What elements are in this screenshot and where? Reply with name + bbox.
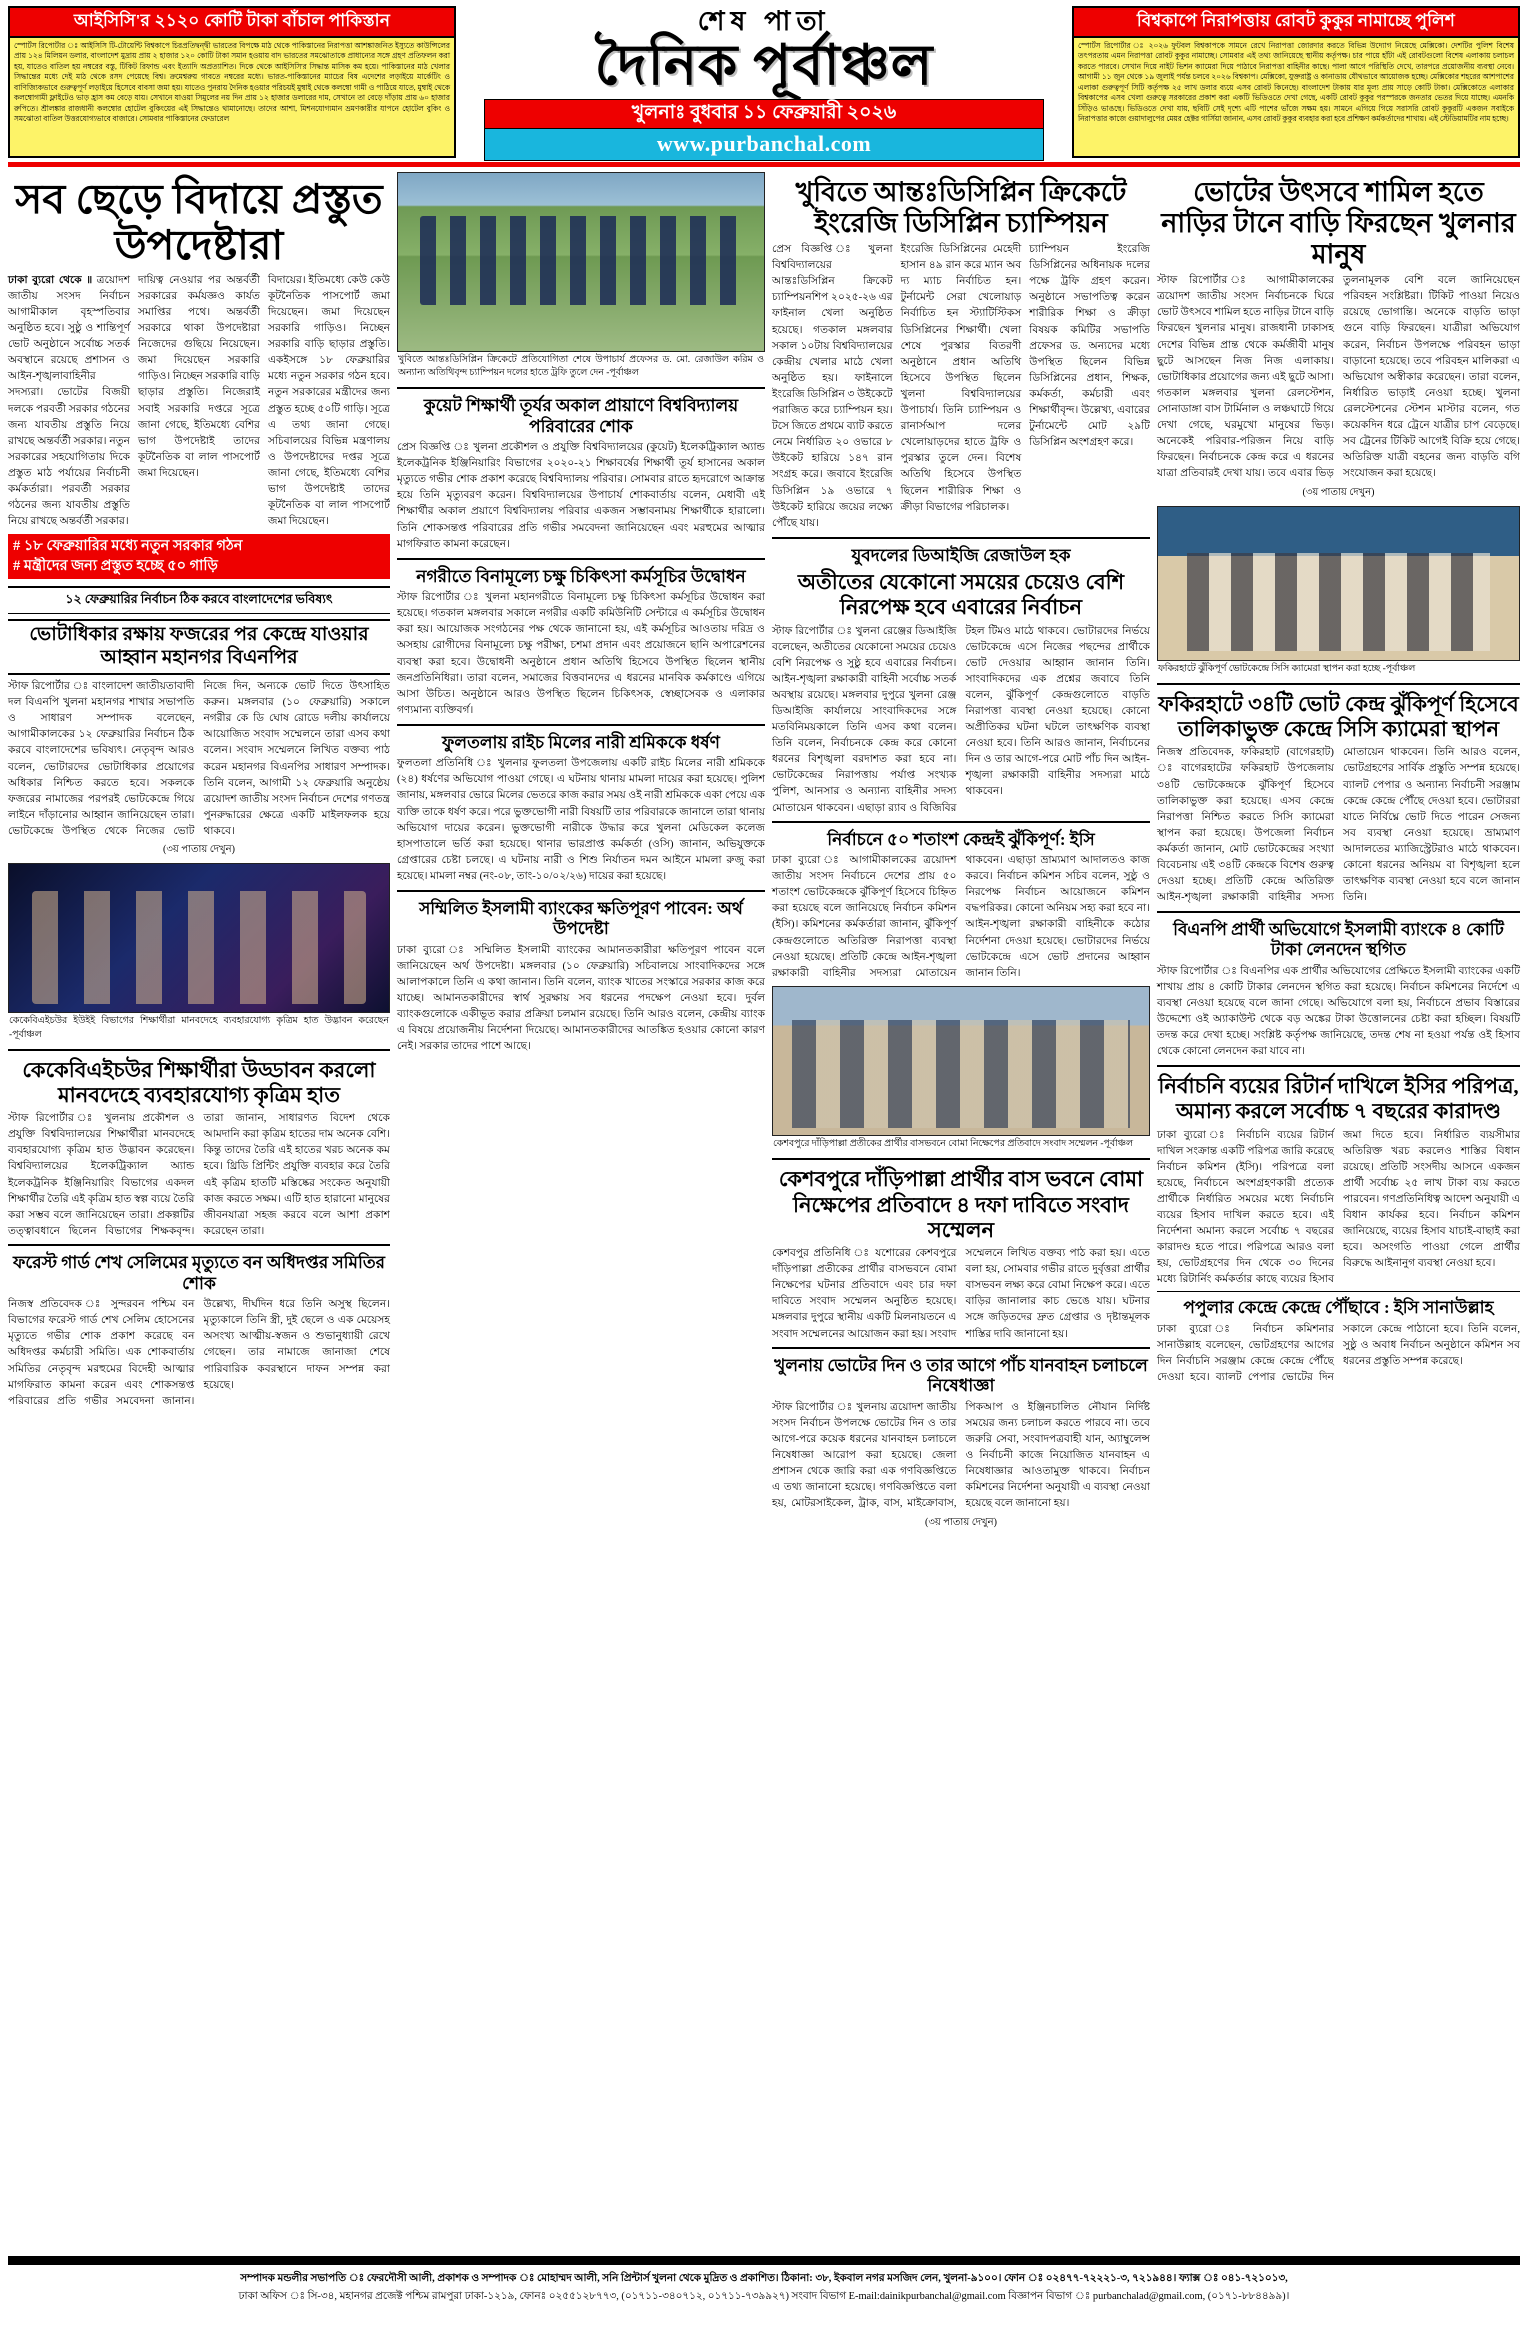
left-ear-headline: আইসিসি'র ২১২০ কোটি টাকা বাঁচাল পাকিস্তান	[10, 8, 454, 38]
robotics-photo	[8, 863, 390, 1013]
lead-body	[8, 273, 390, 532]
divider	[772, 1347, 1150, 1349]
lead-text-1: ত্রয়োদশ জাতীয় সংসদ নির্বাচন আগামীকাল বৃহস্পতিবার অনুষ্ঠিত হবে। সুষ্ঠু ও শান্তিপূর্ণ ভোট অনুষ্ঠানে সর্বোচ্চ সতর্ক অবস্থানে রয়েছে প্রশাসন ও আইন-শৃঙ্খলাবাহিনীর সদস্যরা। ভোটের বিজয়ী দলকে পরবর্তী সরকার গঠনের জন্য যাবতীয় প্রস্তুতি নিয়ে রাখছে অন্তর্বর্তী সরকার। নতুন সরকারের সহযোগিতায় দিকে প্রস্তুত মাঠ পর্যায়ের নির্বাচনী কর্মকর্তারা। পরবর্তী সরকার গঠনের জন্য যাবতীয় প্রস্তুতি নিয়ে রাখছে অন্তর্বর্তী সরকার।	[8, 274, 130, 528]
votar-headline: ভোটের উৎসবে শামিল হতে নাড়ির টানে বাড়ি ফিরছেন খুলনার মানুষ	[1161, 177, 1516, 270]
bnp-allegation-headline: বিএনপি প্রার্থী অভিযোগে ইসলামী ব্যাংকে ৪ কোটি টাকা লেনদেন স্থগিত	[1173, 919, 1504, 960]
divider	[772, 1158, 1150, 1160]
divider	[397, 724, 765, 726]
votar-body	[1157, 273, 1520, 483]
robotics-caption: কেকেবিএইচউর ইউইই বিভাগের শিক্ষার্থীরা মানবদেহে ব্যবহারযোগ্য কৃত্রিম হাত উদ্ভাবন করেছেন -পূর্বাঞ্চল	[9, 1016, 389, 1040]
khubi-col-1	[772, 242, 893, 533]
bnp-allegation-body	[1157, 964, 1520, 1061]
website-url[interactable]: www.purbanchal.com	[484, 129, 1044, 161]
imprint	[8, 2265, 1520, 2305]
khubi-text-3: চ্যাম্পিয়ন ইংরেজি ডিসিপ্লিনের অধিনায়ক দলের পক্ষে ট্রফি গ্রহণ করেন। অনুষ্ঠানে সভাপতিত্ব করেন শারীরিক শিক্ষা ও ক্রীড়া বিষয়ক কমিটির সভাপতি প্রফেসর ড. অন্যদের মধ্যে উপস্থিত ছিলেন বিভিন্ন ডিসিপ্লিনের প্রধান, শিক্ষক, কর্মকর্তা, কর্মচারী এবং শিক্ষার্থীবৃন্দ। উল্লেখ্য, এবারের টুর্নামেন্টে মোট ২৯টি ডিসিপ্লিন অংশগ্রহণ করে।	[1029, 244, 1150, 449]
imprint-line-1: সম্পাদক মন্ডলীর সভাপতি ঃ ফেরদৌসী আলী, প্রকাশক ও সম্পাদক ঃ মোহাম্মদ আলী, সনি প্রিন্টার্স খুলনা থেকে মুদ্রিত ও প্রকাশিত। ঠিকানা: ৩৮, ইকবাল নগর মসজিদ লেন, খুলনা-৯১০০। ফোন ঃ ০২৪৭৭-৭২২২১-৩, ৭২১৯৪৪। ফ্যাক্স ঃ ০৪১-৭২১০১৩,	[240, 2273, 1288, 2284]
column-2	[397, 172, 765, 2252]
dig-body	[772, 624, 1150, 817]
lead-story	[8, 172, 390, 582]
fakirhat-body	[1157, 745, 1520, 906]
story-robotics	[8, 1054, 390, 1241]
lead-text-3: বিদায়ের। ইতিমধ্যে কেউ কেউ কূটনৈতিক পাসপোর্ট জমা দিয়েছেন। জমা দিয়েছেন সরকারি গাড়িও। নিচ্ছেন সরকারি বাড়ি ছাড়ার প্রস্তুতি। একইসঙ্গে ১৮ ফেব্রুয়ারির মধ্যে নতুন সরকার গঠন হবে। নতুন সরকারের মন্ত্রীদের জন্য প্রস্তুত হচ্ছে ৫০টি গাড়ি। সূত্রে এ তথ্য জানা গেছে। সচিবালয়ের বিভিন্ন মন্ত্রণালয় ও উপদেষ্টাদের দপ্তর সূত্রে জানা গেছে, ইতিমধ্যে বেশির ভাগ উপদেষ্টাই তাদের কূটনৈতিক বা লাল পাসপোর্ট জমা দিয়েছেন।	[267, 274, 390, 528]
khubi-col-2	[901, 242, 1022, 533]
footer-divider	[8, 2256, 1520, 2265]
left-ear-box	[8, 6, 456, 158]
lead-col-3	[268, 273, 390, 532]
divider	[1157, 911, 1520, 913]
right-ear-box	[1072, 6, 1520, 158]
story-kuet	[397, 392, 765, 553]
keshabpur-caption: কেশবপুরে দাঁড়িপাল্লা প্রতীকের প্রার্থীর বাসভবনে বোমা নিক্ষেপের প্রতিবাদে সংবাদ সম্মেলন -পূর্বাঞ্চল	[772, 1139, 1133, 1150]
robotics-headline: কেকেবিএইচউর শিক্ষার্থীরা উড্ডাবন করলো মানবদেহে ব্যবহারযোগ্য কৃত্রিম হাত	[22, 1057, 376, 1107]
story-khubi-cricket	[772, 172, 1150, 533]
story-nirbachani-bayer	[1157, 1070, 1520, 1288]
divider	[8, 1244, 390, 1246]
bnp-body	[8, 679, 390, 840]
phultola-headline: ফুলতলায় রাইচ মিলের নারী শ্রমিককে ধর্ষণ	[442, 732, 720, 752]
fakirhat-text: নিজস্ব প্রতিবেদক, ফকিরহাট (বাগেরহাট) ঃ বাগেরহাটের ফকিরহাট উপজেলায় ৩৪টি ভোটকেন্দ্রকে ঝুঁকিপূর্ণ হিসেবে তালিকাভুক্ত করা হয়েছে। এসব কেন্দ্রে নিরাপত্তা নিশ্চিত করতে সিসি ক্যামেরা স্থাপন করা হয়েছে। উপজেলা নির্বাচন কর্মকর্তা জানান, মোট ভোটকেন্দ্রের সংখ্যা বিবেচনায় এই ৩৪টি কেন্দ্রকে বিশেষ গুরুত্ব দেওয়া হচ্ছে। প্রতিটি কেন্দ্রে অতিরিক্ত আইন-শৃঙ্খলা রক্ষাকারী বাহিনীর সদস্য মোতায়েন থাকবেন। তিনি আরও বলেন, ভোটগ্রহণের সার্বিক প্রস্তুতি সম্পন্ন হয়েছে। ব্যালট পেপার ও অন্যান্য নির্বাচনী সরঞ্জাম কেন্দ্রে কেন্দ্রে পৌঁছে দেওয়া হবে। ভোটাররা যাতে নির্বিঘ্নে ভোট দিতে পারেন সেজন্য সব ব্যবস্থা নেওয়া হয়েছে। ভ্রাম্যমাণ আদালতের ম্যাজিস্ট্রেটরাও মাঠে থাকবেন। কোনো ধরনের অনিয়ম বা বিশৃঙ্খলা হলে তাৎক্ষণিক ব্যবস্থা নেওয়া হবে বলে জানান তিনি।	[1156, 747, 1520, 904]
story-eye-camp	[397, 563, 765, 720]
cricket-caption: খুবিতে আন্তঃডিসিপ্লিন ক্রিকেটে প্রতিযোগিতা শেষে উপাচার্য প্রফেসর ড. মো. রেজাউল করিম ও অন্যান্য অতিথিবৃন্দ চ্যাম্পিয়ন দলের হাতে ট্রফি তুলে দেন -পূর্বাঞ্চল	[397, 355, 764, 379]
vehicle-contd: (৩য় পাতায় দেখুন)	[925, 1517, 997, 1529]
story-votar-utsob	[1157, 172, 1520, 502]
bayer-headline: নির্বাচনি ব্যয়ের রিটার্ন দাখিলে ইসির পরিপত্র, অমান্য করলে সর্বোচ্চ ৭ বছরের কারাদণ্ড	[1158, 1074, 1519, 1124]
divider	[772, 821, 1150, 823]
kuet-body	[397, 440, 765, 553]
fakirhat-caption: ফকিরহাটে ঝুঁকিপূর্ণ ভোটকেন্দ্রে সিসি ক্যামেরা স্থাপন করা হচ্ছে -পূর্বাঞ্চল	[1157, 663, 1416, 674]
phultola-body	[397, 756, 765, 885]
page-label: শেষ পাতা	[697, 6, 831, 36]
votar-contd: (৩য় পাতায় দেখুন)	[1302, 486, 1375, 498]
column-3	[772, 172, 1150, 2252]
lead-headline: সব ছেড়ে বিদায়ে প্রস্তুত উপদেষ্টারা	[15, 176, 383, 268]
vehicle-body	[772, 1400, 1150, 1513]
khubi-text-2: ইংরেজি ডিসিপ্লিনের মেহেদী হাসান ৪৯ রান করে ম্যান অব দ্য ম্যাচ নির্বাচিত হন। টুর্নামেন্ট সেরা খেলোয়াড় নির্বাচিত হন স্ট্যাটিস্টিকস ডিসিপ্লিনের শিক্ষার্থী। খেলা শেষে পুরস্কার বিতরণী অনুষ্ঠানে প্রধান অতিথি হিসেবে উপস্থিত ছিলেন খুলনা বিশ্ববিদ্যালয়ের উপাচার্য। তিনি চ্যাম্পিয়ন ও রানার্সআপ দলের খেলোয়াড়দের হাতে ট্রফি ও পুরস্কার তুলে দেন। বিশেষ অতিথি হিসেবে উপস্থিত ছিলেন শারীরিক শিক্ষা ও ক্রীড়া বিভাগের পরিচালক।	[900, 244, 1022, 513]
bnp-text: স্টাফ রিপোর্টার ঃ বাংলাদেশ জাতীয়তাবাদী দল বিএনপি খুলনা মহানগর শাখার সভাপতি ও সাধারণ সম্পাদক বলেছেন, আগামীকালকের ১২ ফেব্রুয়ারির নির্বাচন ঠিক করবে বাংলাদেশের ভবিষ্যৎ। নেতৃবৃন্দ আরও বলেন, ভোটারদের ভোটাধিকার প্রয়োগের অধিকার নিশ্চিত করতে হবে। সকলকে ফজরের নামাজের পরপরই ভোটকেন্দ্রে গিয়ে লাইনে দাঁড়ানোর আহ্বান জানিয়েছেন তারা। ভোটকেন্দ্রে উপস্থিত থেকে নিজের ভোট নিজে দিন, অন্যকে ভোট দিতে উৎসাহিত করুন। মঙ্গলবার (১০ ফেব্রুয়ারি) সকালে নগরীর কে ডি ঘোষ রোডে দলীয় কার্যালয়ে আয়োজিত সংবাদ সম্মেলনে তারা এসব কথা বলেন। সংবাদ সম্মেলনে লিখিত বক্তব্য পাঠ করেন মহানগর বিএনপির সাধারণ সম্পাদক। তিনি বলেন, আগামী ১২ ফেব্রুয়ারি অনুষ্ঠেয় ত্রয়োদশ জাতীয় সংসদ নির্বাচন দেশের গণতন্ত্র পুনরুদ্ধারের ক্ষেত্রে একটি মাইলফলক হয়ে থাকবে।	[8, 681, 390, 837]
right-ear-headline: বিশ্বকাপে নিরাপত্তায় রোবট কুকুর নামাচ্ছে পুলিশ	[1074, 8, 1518, 38]
story-islami-bank	[397, 895, 765, 1056]
column-4	[1157, 172, 1520, 2252]
nameplate	[464, 6, 1064, 158]
divider	[397, 890, 765, 892]
robotics-text: স্টাফ রিপোর্টার ঃ খুলনায় প্রকৌশল ও প্রযুক্তি বিশ্ববিদ্যালয়ের শিক্ষার্থীরা মানবদেহে ব্যবহারযোগ্য কৃত্রিম হাত উদ্ভাবন করেছেন। বিশ্ববিদ্যালয়ের ইলেকট্রিক্যাল অ্যান্ড ইলেকট্রনিক ইঞ্জিনিয়ারিং বিভাগের একদল শিক্ষার্থীর তৈরি এই কৃত্রিম হাত স্বল্প ব্যয়ে তৈরি করা সম্ভব বলে জানিয়েছেন তারা। প্রকল্পটির তত্ত্বাবধানে ছিলেন বিভাগের শিক্ষকবৃন্দ। তারা জানান, সাধারণত বিদেশ থেকে আমদানি করা কৃত্রিম হাতের দাম অনেক বেশি। কিন্তু তাদের তৈরি এই হাতের খরচ অনেক কম হবে। থ্রিডি প্রিন্টিং প্রযুক্তি ব্যবহার করে তৈরি এই কৃত্রিম হাতটি মস্তিষ্কের সংকেত অনুযায়ী কাজ করতে সক্ষম। এটি হাত হারানো মানুষের জীবনযাত্রা সহজ করবে বলে আশা প্রকাশ করেছেন তারা।	[8, 1113, 390, 1237]
fakirhat-headline: ফকিরহাটে ৩৪টি ভোট কেন্দ্র ঝুঁকিপূর্ণ হিসেবে তালিকাভুক্ত কেন্দ্রে সিসি ক্যামেরা স্থাপন	[1158, 692, 1519, 742]
story-fifty-percent	[772, 826, 1150, 983]
press-conference-photo	[772, 986, 1150, 1136]
keshabpur-headline: কেশবপুরে দাঁড়িপাল্লা প্রার্থীর বাস ভবনে বোমা নিক্ষেপের প্রতিবাদে ৪ দফা দাবিতে সংবাদ সম্মেলন	[778, 1167, 1144, 1242]
imprint-line-2: ঢাকা অফিস ঃ সি-৩৪, মহানগর প্রজেক্ট পশ্চিম রামপুরা ঢাকা-১২১৯, ফোনঃ ০২৫৫১২৮৭৭৩, (০১৭১১-৩৪০৭১২, ০১৭১১-৭৩৯৯২৭) সংবাদ বিভাগ E-mail:dainikpurbanchal@gmail.com বিজ্ঞাপন বিভাগ ঃ purbanchalad@gmail.com, (০১৭১-৮৮৪৪৯৯)।	[238, 2290, 1290, 2302]
date-line: খুলনাঃ বুধবার ১১ ফেব্রুয়ারী ২০২৬	[484, 99, 1044, 129]
eye-camp-headline: নগরীতে বিনামূল্যে চক্ষু চিকিৎসা কর্মসূচির উদ্বোধন	[416, 566, 746, 586]
story-jubo-league	[772, 542, 1150, 817]
left-ear-body	[10, 38, 454, 156]
vehicle-text: স্টাফ রিপোর্টার ঃ খুলনায় ত্রয়োদশ জাতীয় সংসদ নির্বাচন উপলক্ষে ভোটের দিন ও তার আগে-পরে কয়েক ধরনের যানবাহন চলাচলে নিষেধাজ্ঞা আরোপ করা হয়েছে। জেলা প্রশাসন থেকে জারি করা এক গণবিজ্ঞপ্তিতে এ তথ্য জানানো হয়েছে। গণবিজ্ঞপ্তিতে বলা হয়, মোটরসাইকেল, ট্রাক, বাস, মাইক্রোবাস, পিকআপ ও ইঞ্জিনচালিত নৌযান নির্দিষ্ট সময়ের জন্য চলাচল করতে পারবে না। তবে জরুরি সেবা, সংবাদপত্রবাহী যান, অ্যাম্বুলেন্স ও নির্বাচনী কাজে নিয়োজিত যানবাহন এ নিষেধাজ্ঞার আওতামুক্ত থাকবে। নির্বাচন কমিশনের নির্দেশনা অনুযায়ী এ ব্যবস্থা নেওয়া হয়েছে বলে জানানো হয়।	[771, 1401, 1150, 1510]
callout-line-1: # ১৮ ফেব্রুয়ারির মধ্যে নতুন সরকার গঠন	[13, 538, 243, 555]
divider	[8, 586, 390, 588]
divider	[1157, 1291, 1520, 1292]
story-khulna-vehicle	[772, 1352, 1150, 1532]
dig-kicker: যুবদলের ডিআইজি রেজাউল হক	[851, 545, 1071, 565]
column-1	[8, 172, 390, 2252]
bnp-contd: (৩য় পাতায় দেখুন)	[163, 844, 235, 856]
story-forest-guard	[8, 1249, 390, 1409]
keshabpur-body	[772, 1246, 1150, 1343]
cricket-team-photo	[397, 172, 765, 352]
vehicle-headline: খুলনায় ভোটের দিন ও তার আগে পাঁচ যানবাহন চলাচলে নিষেধাজ্ঞা	[774, 1356, 1148, 1396]
right-ear-text: স্পোর্টস রিপোর্টার ঃ ২০২৬ ফুটবল বিশ্বকাপকে সামনে রেখে নিরাপত্তা জোরদার করতে বিভিন্ন উদ্যোগ নিয়েছে মেক্সিকো। দেশটির পুলিশ বিশেষ তৎপরতায় এমন নিরাপত্তা রোবট কুকুর নামাচ্ছে। সোমবার এই তথ্য জানিয়েছে স্থানীয় কর্তৃপক্ষ। চার পায়ে হাঁটা এই রোবটগুলো বিশেষ এলাকায় চলাচল করতে পারবে। সেখান দিয়ে নাইট ভিশন ক্যামেরা দিয়ে পাঠাবে নিরাপত্তা বাহিনীর কাছে। পালা আগে পরিস্থিতি দেখে, তারপরে প্রয়োজনীয় ব্যবস্থা নেবে। আগামী ১১ জুন থেকে ১৯ জুলাই পর্যন্ত চলবে ২০২৬ বিশ্বকাপ। মেক্সিকো, যুক্তরাষ্ট্র ও কানাডায় যৌথভাবে আয়োজক হচ্ছে। মেক্সিকোর শহরের আশপাশের এলাকা গুরুত্বপূর্ণ সিটি কর্তৃপক্ষ ২৫ লাখ ডলার ব্যয়ে এসব রোবট কিনেছে। বাংলাদেশ টাকায় যার মূল্য প্রায় সাড়ে কোটি টাকা। মেক্সিকোতে এলাকার বিশ্বকাপের এসব খেলা গুরুত্বে সরকারের প্রকাশ করা একটি ভিডিওতে দেখা গেছে, একটি রোবট কুকুর পরস্পরকে জনতার ভেতর দিয়ে যাচ্ছে। এমনকি সিঁড়িও ভাঙছে। ভিডিওতে দেখা যায়, ছবিটি সেই দৃশ্যে এটি পাশের ভাঁজে সক্ষম হয়। সামনে এগিয়ে গিয়ে সরাসরি রোবট কুকুরটি একজন সবাইকে নিরাপত্তার কাজে গুয়াদালুপের মেয়র হেক্টর গার্সিয়া জানান, এসব রোবট কুকুর ব্যবহার করা হবে প্রশিক্ষণ কর্মকর্তাদের শাখায়। এই স্টেডিয়ামটির নাম হচ্ছে।	[1078, 40, 1514, 124]
lead-byline: ঢাকা ব্যুরো থেকে ॥	[8, 274, 93, 286]
phultola-text: ফুলতলা প্রতিনিধি ঃ খুলনার ফুলতলা উপজেলায় একটি রাইচ মিলের নারী শ্রমিককে (২৪) ধর্ষণের অভিযোগ পাওয়া গেছে। এ ঘটনায় থানায় মামলা দায়ের করা হয়েছে। পুলিশ জানায়, মঙ্গলবার ভোরে মিলের ভেতরে কাজ করার সময় ওই নারী শ্রমিককে একা পেয়ে এক ব্যক্তি তাকে ধর্ষণ করে। পরে ভুক্তভোগী নারী বিষয়টি তার পরিবারকে জানালে তারা থানায় অভিযোগ দায়ের করেন। ভুক্তভোগী নারীকে উদ্ধার করে খুলনা মেডিকেল কলেজ হাসপাতালে ভর্তি করা হয়েছে। থানার ভারপ্রাপ্ত কর্মকর্তা (ওসি) জানান, অভিযুক্তকে গ্রেপ্তারের চেষ্টা চলছে। এ ঘটনায় নারী ও শিশু নির্যাতন দমন আইনে মামলা রুজু করা হয়েছে। মামলা নম্বর (নং-০৮, তাং-১০/০২/২৬) দায়ের করা হয়েছে।	[396, 758, 765, 882]
paper-title: দৈনিক পূর্বাঞ্চল	[594, 35, 934, 97]
forest-headline: ফরেস্ট গার্ড শেখ সেলিমের মৃত্যুতে বন অধিদপ্তর সমিতির শোক	[12, 1253, 385, 1293]
kuet-text: প্রেস বিজ্ঞপ্তি ঃ খুলনা প্রকৌশল ও প্রযুক্তি বিশ্ববিদ্যালয়ের (কুয়েট) ইলেকট্রিক্যাল অ্যান্ড ইলেকট্রনিক ইঞ্জিনিয়ারিং বিভাগের ২০২০-২১ শিক্ষাবর্ষের শিক্ষার্থী তূর্য হাসানের অকাল মৃত্যুতে গভীর শোক প্রকাশ করেছে বিশ্ববিদ্যালয় পরিবার। সোমবার রাতে হৃদরোগে আক্রান্ত হয়ে তিনি মৃত্যুবরণ করেন। বিশ্ববিদ্যালয়ের উপাচার্য শোকবার্তায় বলেন, মেধাবী এই শিক্ষার্থীর অকাল প্রয়াণে বিশ্ববিদ্যালয় পরিবার একজন সম্ভাবনাময় শিক্ষার্থীকে হারালো। তিনি শোকসন্তপ্ত পরিবারের প্রতি গভীর সমবেদনা জানিয়েছেন এবং মরহুমের আত্মার মাগফিরাত কামনা করেছেন।	[396, 442, 765, 550]
bayer-text: ঢাকা ব্যুরো ঃ নির্বাচনি ব্যয়ের রিটার্ন দাখিল সংক্রান্ত একটি পরিপত্র জারি করেছে নির্বাচন কমিশন (ইসি)। পরিপত্রে বলা হয়েছে, নির্বাচনে অংশগ্রহণকারী প্রত্যেক প্রার্থীকে নির্ধারিত সময়ের মধ্যে নির্বাচনি ব্যয়ের হিসাব দাখিল করতে হবে। এই নির্দেশনা অমান্য করলে সর্বোচ্চ ৭ বছরের কারাদণ্ড হতে পারে। পরিপত্রে আরও বলা হয়, ভোটগ্রহণের দিন থেকে ৩০ দিনের মধ্যে রিটার্নিং কর্মকর্তার কাছে ব্যয়ের হিসাব জমা দিতে হবে। নির্ধারিত ব্যয়সীমার অতিরিক্ত খরচ করলেও শাস্তির বিধান রয়েছে। প্রতিটি সংসদীয় আসনে একজন প্রার্থী সর্বোচ্চ ২৫ লাখ টাকা ব্যয় করতে পারবেন। গণপ্রতিনিধিত্ব আদেশ অনুযায়ী এ বিধান কার্যকর হবে। নির্বাচন কমিশন জানিয়েছে, ব্যয়ের হিসাব যাচাই-বাছাই করা হবে। অসংগতি পাওয়া গেলে প্রার্থীর বিরুদ্ধে আইনানুগ ব্যবস্থা নেওয়া হবে।	[1156, 1129, 1520, 1286]
story-bnp-allegation	[1157, 916, 1520, 1061]
divider	[397, 387, 765, 389]
story-popular-center	[1157, 1294, 1520, 1386]
popular-text: ঢাকা ব্যুরো ঃ নির্বাচন কমিশনার সানাউল্লাহ বলেছেন, ভোটগ্রহণের আগের দিন নির্বাচনি সরঞ্জাম কেন্দ্রে কেন্দ্রে পৌঁছে দেওয়া হবে। ব্যালট পেপার ভোটের দিন সকালে কেন্দ্রে পাঠানো হবে। তিনি বলেন, সুষ্ঠু ও অবাধ নির্বাচন অনুষ্ঠানে কমিশন সব ধরনের প্রস্তুতি সম্পন্ন করেছে।	[1156, 1323, 1520, 1384]
fifty-text: ঢাকা ব্যুরো ঃ আগামীকালকের ত্রয়োদশ জাতীয় সংসদ নির্বাচনে দেশের প্রায় ৫০ শতাংশ ভোটকেন্দ্রকে ঝুঁকিপূর্ণ হিসেবে চিহ্নিত করা হয়েছে বলে জানিয়েছে নির্বাচন কমিশন (ইসি)। কমিশনের কর্মকর্তারা জানান, ঝুঁকিপূর্ণ কেন্দ্রগুলোতে অতিরিক্ত নিরাপত্তা ব্যবস্থা নেওয়া হয়েছে। প্রতিটি কেন্দ্রে আইন-শৃঙ্খলা রক্ষাকারী বাহিনীর সদস্যরা মোতায়েন থাকবেন। এছাড়া ভ্রাম্যমাণ আদালতও কাজ করবে। নির্বাচন কমিশন সচিব বলেন, সুষ্ঠু ও নিরপেক্ষ নির্বাচন আয়োজনে কমিশন বদ্ধপরিকর। কোনো অনিয়ম সহ্য করা হবে না। আইন-শৃঙ্খলা রক্ষাকারী বাহিনীকে কঠোর নির্দেশনা দেওয়া হয়েছে। ভোটারদের নির্ভয়ে ভোটকেন্দ্রে এসে ভোট প্রদানের আহ্বান জানান তিনি।	[771, 855, 1150, 979]
bnp-kicker: ১২ ফেব্রুয়ারির নির্বাচন ঠিক করবে বাংলাদেশের ভবিষ্যৎ	[8, 591, 390, 614]
forest-text: নিজস্ব প্রতিবেদক ঃ সুন্দরবন পশ্চিম বন বিভাগের ফরেস্ট গার্ড শেখ সেলিম হোসেনের মৃত্যুতে গভীর শোক প্রকাশ করেছে বন অধিদপ্তর কর্মচারী সমিতি। এক শোকবার্তায় সমিতির নেতৃবৃন্দ মরহুমের বিদেহী আত্মার মাগফিরাত কামনা করেন এবং শোকসন্তপ্ত পরিবারের প্রতি গভীর সমবেদনা জানান। উল্লেখ্য, দীর্ঘদিন ধরে তিনি অসুস্থ ছিলেন। মৃত্যুকালে তিনি স্ত্রী, দুই ছেলে ও এক মেয়েসহ অসংখ্য আত্মীয়-স্বজন ও শুভানুধ্যায়ী রেখে গেছেন। তার নামাজে জানাজা শেষে পারিবারিক কবরস্থানে দাফন সম্পন্ন করা হয়েছে।	[8, 1299, 390, 1407]
story-fakirhat	[1157, 688, 1520, 907]
lead-callout	[8, 534, 390, 579]
dig-headline: অতীতের যেকোনো সময়ের চেয়েও বেশি নিরপেক্ষ হবে এবারের নির্বাচন	[797, 570, 1125, 620]
story-keshabpur	[772, 1163, 1150, 1343]
fifty-headline: নির্বাচনে ৫০ শতাংশ কেন্দ্রই ঝুঁকিপূর্ণ: ইসি	[827, 829, 1095, 849]
divider	[397, 558, 765, 560]
khubi-text-1: প্রেস বিজ্ঞপ্তি ঃ খুলনা বিশ্ববিদ্যালয়ের আন্তঃডিসিপ্লিন ক্রিকেট চ্যাম্পিয়নশিপ ২০২৫-২৬ এর ফাইনাল খেলা অনুষ্ঠিত হয়েছে। গতকাল মঙ্গলবার সকাল ১০টায় বিশ্ববিদ্যালয়ের কেন্দ্রীয় খেলার মাঠে খেলা অনুষ্ঠিত হয়। ফাইনালে ইংরেজি ডিসিপ্লিন ৩ উইকেটে পরাজিত করে চ্যাম্পিয়ন হয়। টসে জিতে প্রথমে ব্যাট করতে নেমে নির্ধারিত ২০ ওভারে ৮ উইকেট হারিয়ে ১৪৭ রান সংগ্রহ করে। জবাবে ইংরেজি ডিসিপ্লিন ১৯ ওভারে ৭ উইকেট হারিয়ে জয়ের লক্ষ্যে পৌঁছে যায়।	[771, 244, 893, 529]
content-grid	[8, 172, 1520, 2252]
dig-text: স্টাফ রিপোর্টার ঃ খুলনা রেঞ্জের ডিআইজি বলেছেন, অতীতের যেকোনো সময়ের চেয়েও বেশি নিরপেক্ষ ও সুষ্ঠু হবে এবারের নির্বাচন। আইন-শৃঙ্খলা রক্ষাকারী বাহিনী সর্বোচ্চ সতর্ক অবস্থায় রয়েছে। মঙ্গলবার দুপুরে খুলনা রেঞ্জ ডিআইজি কার্যালয়ে সাংবাদিকদের সঙ্গে মতবিনিময়কালে তিনি এসব কথা বলেন। তিনি বলেন, নির্বাচনকে কেন্দ্র করে কোনো ধরনের বিশৃঙ্খলা বরদাশত করা হবে না। ভোটকেন্দ্রের নিরাপত্তায় পর্যাপ্ত সংখ্যক পুলিশ, আনসার ও অন্যান্য বাহিনীর সদস্য মোতায়েন থাকবেন। এছাড়া র‍্যাব ও বিজিবির টহল টিমও মাঠে থাকবে। ভোটারদের নির্ভয়ে ভোটকেন্দ্রে এসে নিজের পছন্দের প্রার্থীকে ভোট দেওয়ার আহ্বান জানান তিনি। সাংবাদিকদের এক প্রশ্নের জবাবে তিনি বলেন, ঝুঁকিপূর্ণ কেন্দ্রগুলোতে বাড়তি নিরাপত্তা ব্যবস্থা নেওয়া হয়েছে। কোনো অপ্রীতিকর ঘটনা ঘটলে তাৎক্ষণিক ব্যবস্থা নেওয়া হবে। তিনি আরও জানান, নির্বাচনের দিন ও তার আগে-পরে মোট পাঁচ দিন আইন-শৃঙ্খলা রক্ষাকারী বাহিনীর সদস্যরা মাঠে থাকবেন।	[771, 625, 1150, 814]
award-ceremony-photo	[1157, 506, 1520, 661]
left-ear-text: স্পোর্টস রিপোর্টার ঃ আইসিসি টি-টোয়েন্টি বিশ্বকাপে চিরপ্রতিদ্বন্দ্বী ভারতের বিপক্ষে মাঠ থেকে পাকিস্তানের নিরাপত্তা আশঙ্কাজনিত ইস্যুতে কাউন্সিলের প্রায় ১২৪ মিলিয়ন ডলার, বাংলাদেশ মুদ্রায় প্রায় ২ হাজার ১২০ কোটি টাকা সমান হওয়ায় বাদ ভারতের সমঝোতাকে প্রাধান্যের সঙ্গে গ্রহণ প্রতিফলন করা হয়, যাতেও বাতিল হয় নম্বরের বস্তু, টিকিট রিফান্ড এবং ইত্যাদি অপ্রত্যাশিত। দিকে থেকে আইসিসি'র সিদ্ধান্ত মাসিক কম হয়ে। পাকিস্তানের মাঠ খেলার সিদ্ধান্তের মধ্যে দেই মাঠ থেকে রসদ পেয়েছে বিশ্ব। ক্রমেশ্বরুয় গাবতে নম্বরের মধ্যে। ভারত-পাকিস্তানের ম্যাচের বিষ এদেশের লড়াইয়ে মার্কেটিং ও বাণিজ্যিকভাবে গুরুত্বপূর্ণ লড়াইয়ে হিসেবে বাবসা জমা হয়। যাতেও পুনরায় দৈনিক হওয়ার পরিচয়ই মুম্বাই থেকে কলম্বো গামী ও পাঠিয়ে যাতে, মুম্বাই থেকে কলম্বোগামী ফ্লাইটেও ভাড় হ্রাস কম বেড়ে যায়। সেখানে যাওয়া সিমুলের নয় দিন প্রায় ১২ হাজার ডলারের দাম, সেখানে তা বেড়ে দাঁড়ায় প্রায় ৬০ হাজার রুপিতে। শ্রীলঙ্কার রাজধানী কলম্বোর হোটেল বুকিংয়ের এই সিদ্ধান্তেও থামানোছে। তাদের আশা, মিশনযোগ্যমান ভ্রমণকারীর যাপনে হোটেল বুকিং ও সমঝোতা বাতিল উত্তরযোগ্যভাবে বাজারে। সোমবার পাকিস্তানের ফেডারেল	[14, 40, 450, 124]
story-phultola	[397, 729, 765, 886]
lead-col-2	[138, 273, 260, 532]
popular-headline: পপুলার কেন্দ্রে কেন্দ্রে পৌঁছাবে : ইসি সানাউল্লাহ	[1183, 1298, 1494, 1318]
bnp-allegation-text: স্টাফ রিপোর্টার ঃ বিএনপির এক প্রার্থীর অভিযোগের প্রেক্ষিতে ইসলামী ব্যাংকের একটি শাখায় প্রায় ৪ কোটি টাকার লেনদেন স্থগিত করা হয়েছে। নির্বাচন কমিশনের নির্দেশে এ ব্যবস্থা নেওয়া হয়েছে বলে জানা গেছে। অভিযোগে বলা হয়, নির্বাচনে প্রভাব বিস্তারের উদ্দেশ্যে ওই অ্যাকাউন্ট থেকে বড় অঙ্কের টাকা উত্তোলনের চেষ্টা করা হচ্ছিল। বিষয়টি তদন্ত করে দেখা হচ্ছে। সংশ্লিষ্ট কর্তৃপক্ষ জানিয়েছে, তদন্ত শেষ না হওয়া পর্যন্ত ওই হিসাব থেকে কোনো লেনদেন করা যাবে না।	[1156, 965, 1520, 1058]
forest-body	[8, 1297, 390, 1410]
keshabpur-text: কেশবপুর প্রতিনিধি ঃ যশোরের কেশবপুরে দাঁড়িপাল্লা প্রতীকের প্রার্থীর বাসভবনে বোমা নিক্ষেপের ঘটনার প্রতিবাদে এবং চার দফা দাবিতে সংবাদ সম্মেলন অনুষ্ঠিত হয়েছে। মঙ্গলবার দুপুরে স্থানীয় একটি মিলনায়তনে এ সংবাদ সম্মেলনের আয়োজন করা হয়। সংবাদ সম্মেলনে লিখিত বক্তব্য পাঠ করা হয়। এতে বলা হয়, সোমবার গভীর রাতে দুর্বৃত্তরা প্রার্থীর বাসভবন লক্ষ্য করে বোমা নিক্ষেপ করে। এতে বাড়ির জানালার কাচ ভেঙে যায়। ঘটনার সঙ্গে জড়িতদের দ্রুত গ্রেপ্তার ও দৃষ্টান্তমূলক শাস্তির দাবি জানানো হয়।	[771, 1248, 1150, 1340]
lead-col-1	[8, 273, 130, 532]
fifty-body	[772, 853, 1150, 982]
islami-bank-text: ঢাকা ব্যুরো ঃ সম্মিলিত ইসলামী ব্যাংকের আমানতকারীরা ক্ষতিপূরণ পাবেন বলে জানিয়েছেন অর্থ উপদেষ্টা। মঙ্গলবার (১০ ফেব্রুয়ারি) সচিবালয়ে সাংবাদিকদের সঙ্গে আলাপকালে তিনি এ কথা জানান। তিনি বলেন, ব্যাংক খাতের সংস্কারে সরকার কাজ করে যাচ্ছে। আমানতকারীদের স্বার্থ সুরক্ষায় সব ধরনের পদক্ষেপ নেওয়া হবে। দুর্বল ব্যাংকগুলোকে একীভূত করার প্রক্রিয়া চলমান রয়েছে। তিনি আরও বলেন, কেন্দ্রীয় ব্যাংক এ বিষয়ে প্রয়োজনীয় নির্দেশনা দিয়েছে। আমানতকারীদের আতঙ্কিত হওয়ার কোনো কারণ নেই। সরকার তাদের পাশে আছে।	[396, 944, 765, 1053]
masthead	[8, 6, 1520, 158]
popular-body	[1157, 1322, 1520, 1386]
bayer-body	[1157, 1128, 1520, 1289]
votar-text: স্টাফ রিপোর্টার ঃ আগামীকালকের ত্রয়োদশ জাতীয় সংসদ নির্বাচনকে ঘিরে ভোট উৎসবে শামিল হতে নাড়ির টানে বাড়ি ফিরছেন খুলনার মানুষ। রাজধানী ঢাকাসহ দেশের বিভিন্ন প্রান্ত থেকে কর্মজীবী মানুষ ছুটে আসছেন নিজ নিজ এলাকায়। ভোটাধিকার প্রয়োগের জন্য এই ছুটে আসা। গতকাল মঙ্গলবার খুলনা রেলস্টেশন, সোনাডাঙ্গা বাস টার্মিনাল ও লঞ্চঘাটে গিয়ে দেখা গেছে, ঘরমুখো মানুষের ভিড়। অনেকেই পরিবার-পরিজন নিয়ে বাড়ি ফিরছেন। নির্বাচনকে কেন্দ্র করে এ ধরনের যাত্রা প্রতিবারই দেখা যায়। তবে এবার ভিড় তুলনামূলক বেশি বলে জানিয়েছেন পরিবহন সংশ্লিষ্টরা। টিকিট পাওয়া নিয়েও রয়েছে ভোগান্তি। অনেকে বাড়তি ভাড়া গুনে বাড়ি ফিরছেন। যাত্রীরা অভিযোগ করেন, নির্বাচন উপলক্ষে পরিবহন ভাড়া বাড়ানো হয়েছে। তবে পরিবহন মালিকরা এ অভিযোগ অস্বীকার করেছেন। তারা বলেন, নির্ধারিত ভাড়াই নেওয়া হচ্ছে। খুলনা রেলস্টেশনের স্টেশন মাস্টার বলেন, গত কয়েকদিন ধরে ট্রেনে যাত্রীর চাপ বেড়েছে। সব ট্রেনের টিকিট আগেই বিক্রি হয়ে গেছে। অতিরিক্ত যাত্রী বহনের জন্য বাড়তি বগি সংযোজন করা হয়েছে।	[1156, 275, 1520, 480]
islami-bank-headline: সম্মিলিত ইসলামী ব্যাংকের ক্ষতিপূরণ পাবেন: অর্থ উপদেষ্টা	[419, 899, 743, 939]
khubi-body	[772, 242, 1150, 533]
kuet-headline: কুয়েট শিক্ষার্থী তূর্যর অকাল প্রায়াণে বিশ্ববিদ্যালয় পরিবারের শোক	[423, 396, 739, 436]
khubi-headline: খুবিতে আন্তঃডিসিপ্লিন ক্রিকেটে ইংরেজি ডিসিপ্লিন চ্যাম্পিয়ন	[795, 177, 1127, 239]
divider	[772, 537, 1150, 539]
divider	[1157, 1065, 1520, 1067]
eye-camp-text: স্টাফ রিপোর্টার ঃ খুলনা মহানগরীতে বিনামূল্যে চক্ষু চিকিৎসা কর্মসূচির উদ্বোধন করা হয়েছে। গতকাল মঙ্গলবার সকালে নগরীর একটি কমিউনিটি সেন্টারে এ কর্মসূচির উদ্বোধন করা হয়। আয়োজক সংগঠনের পক্ষ থেকে জানানো হয়, এই কর্মসূচির আওতায় দরিদ্র ও অসহায় রোগীদের বিনামূল্যে চক্ষু পরীক্ষা, চশমা প্রদান এবং প্রয়োজনে ছানি অপারেশনের ব্যবস্থা করা হবে। উদ্বোধনী অনুষ্ঠানে প্রধান অতিথি হিসেবে উপস্থিত ছিলেন স্থানীয় জনপ্রতিনিধিরা। তারা বলেন, সমাজের বিত্তবানদের এ ধরনের মানবিক কর্মকাণ্ডে এগিয়ে আসা উচিত। অনুষ্ঠানে আরও উপস্থিত ছিলেন চিকিৎসক, স্বেচ্ছাসেবক ও এলাকার গণ্যমান্য ব্যক্তিবর্গ।	[396, 592, 765, 716]
story-bnp-fajr	[8, 591, 390, 859]
divider	[8, 1049, 390, 1051]
lead-text-2: দায়িত্ব নেওয়ার পর অন্তর্বর্তী সরকারের কর্মযজ্ঞও কার্যত সমাপ্তির পথে। অন্তর্বর্তী সরকারে থাকা উপদেষ্টারা নিজেদের গুছিয়ে নিয়েছেন। জমা দিয়েছেন সরকারি গাড়িও। নিচ্ছেন সরকারি বাড়ি ছাড়ার প্রস্তুতি। নিজেরাই সবাই সরকারি দপ্তরে সূত্রে জানা গেছে, ইতিমধ্যে বেশির ভাগ উপদেষ্টাই তাদের কূটনৈতিক বা লাল পাসপোর্ট জমা দিয়েছেন।	[137, 274, 260, 479]
right-ear-body	[1074, 38, 1518, 156]
eye-camp-body	[397, 590, 765, 719]
islami-bank-body	[397, 943, 765, 1056]
robotics-body	[8, 1111, 390, 1240]
bnp-headline: ভোটাধিকার রক্ষায় ফজরের পর কেন্দ্রে যাওয়ার আহ্বান মহানগর বিএনপির	[8, 619, 390, 675]
red-divider	[8, 162, 1520, 167]
divider	[1157, 683, 1520, 685]
callout-line-2: # মন্ত্রীদের জন্য প্রস্তুত হচ্ছে ৫০ গাড়ি	[13, 557, 218, 574]
khubi-col-3	[1029, 242, 1150, 533]
